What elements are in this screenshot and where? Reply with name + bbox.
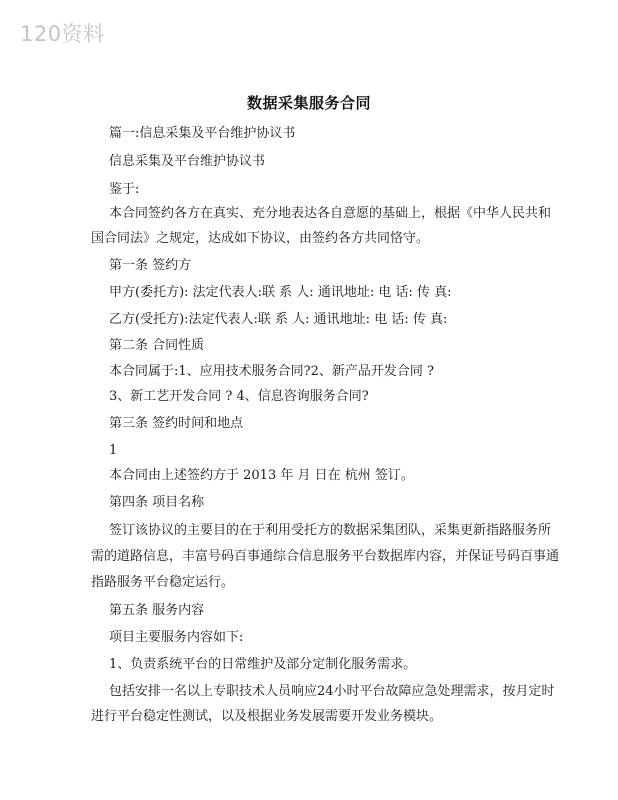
paragraph-line: 签订该协议的主要目的在于利用受托方的数据采集团队，采集更新指路服务所 xyxy=(109,523,552,538)
paragraph-line: 本合同由上述签约方于 2013 年 月 日在 杭州 签订。 xyxy=(109,468,414,483)
section-heading: 第三条 签约时间和地点 xyxy=(109,416,244,431)
paragraph-line: 指路服务平台稳定运行。 xyxy=(91,575,235,590)
paragraph-line: 鉴于: xyxy=(109,182,140,197)
paragraph-line: 乙方(受托方):法定代表人:联 系 人: 通讯地址: 电 话: 传 真: xyxy=(109,312,448,327)
watermark: 120资料 xyxy=(20,22,105,46)
section-heading: 第二条 合同性质 xyxy=(109,338,205,353)
paragraph-line: 3、新工艺开发合同 ? 4、信息咨询服务合同? xyxy=(109,389,369,404)
section-heading: 第一条 签约方 xyxy=(109,258,192,273)
document-title: 数据采集服务合同 xyxy=(246,94,371,112)
paragraph-line: 需的道路信息，丰富号码百事通综合信息服务平台数据库内容，并保证号码百事通 xyxy=(91,549,560,564)
paragraph-line: 篇一:信息采集及平台维护协议书 xyxy=(109,126,296,141)
paragraph-line: 国合同法》之规定，达成如下协议，由签约各方共同恪守。 xyxy=(91,231,430,246)
paragraph-line: 1、负责系统平台的日常维护及部分定制化服务需求。 xyxy=(109,657,417,672)
page-number: 1 xyxy=(109,443,118,458)
paragraph-line: 项目主要服务内容如下: xyxy=(109,630,244,645)
paragraph-line: 甲方(委托方): 法定代表人:联 系 人: 通讯地址: 电 话: 传 真: xyxy=(109,285,452,300)
paragraph-line: 信息采集及平台维护协议书 xyxy=(109,154,266,169)
paragraph-line: 进行平台稳定性测试，以及根据业务发展需要开发业务模块。 xyxy=(91,709,443,724)
paragraph-line: 本合同签约各方在真实、充分地表达各自意愿的基础上，根据《中华人民共和 xyxy=(109,206,552,221)
section-heading: 第五条 服务内容 xyxy=(109,603,205,618)
paragraph-line: 本合同属于:1、应用技术服务合同?2、新产品开发合同 ? xyxy=(109,364,434,379)
paragraph-line: 包括安排一名以上专职技术人员响应24小时平台故障应急处理需求，按月定时 xyxy=(109,684,555,699)
section-heading: 第四条 项目名称 xyxy=(109,495,205,510)
